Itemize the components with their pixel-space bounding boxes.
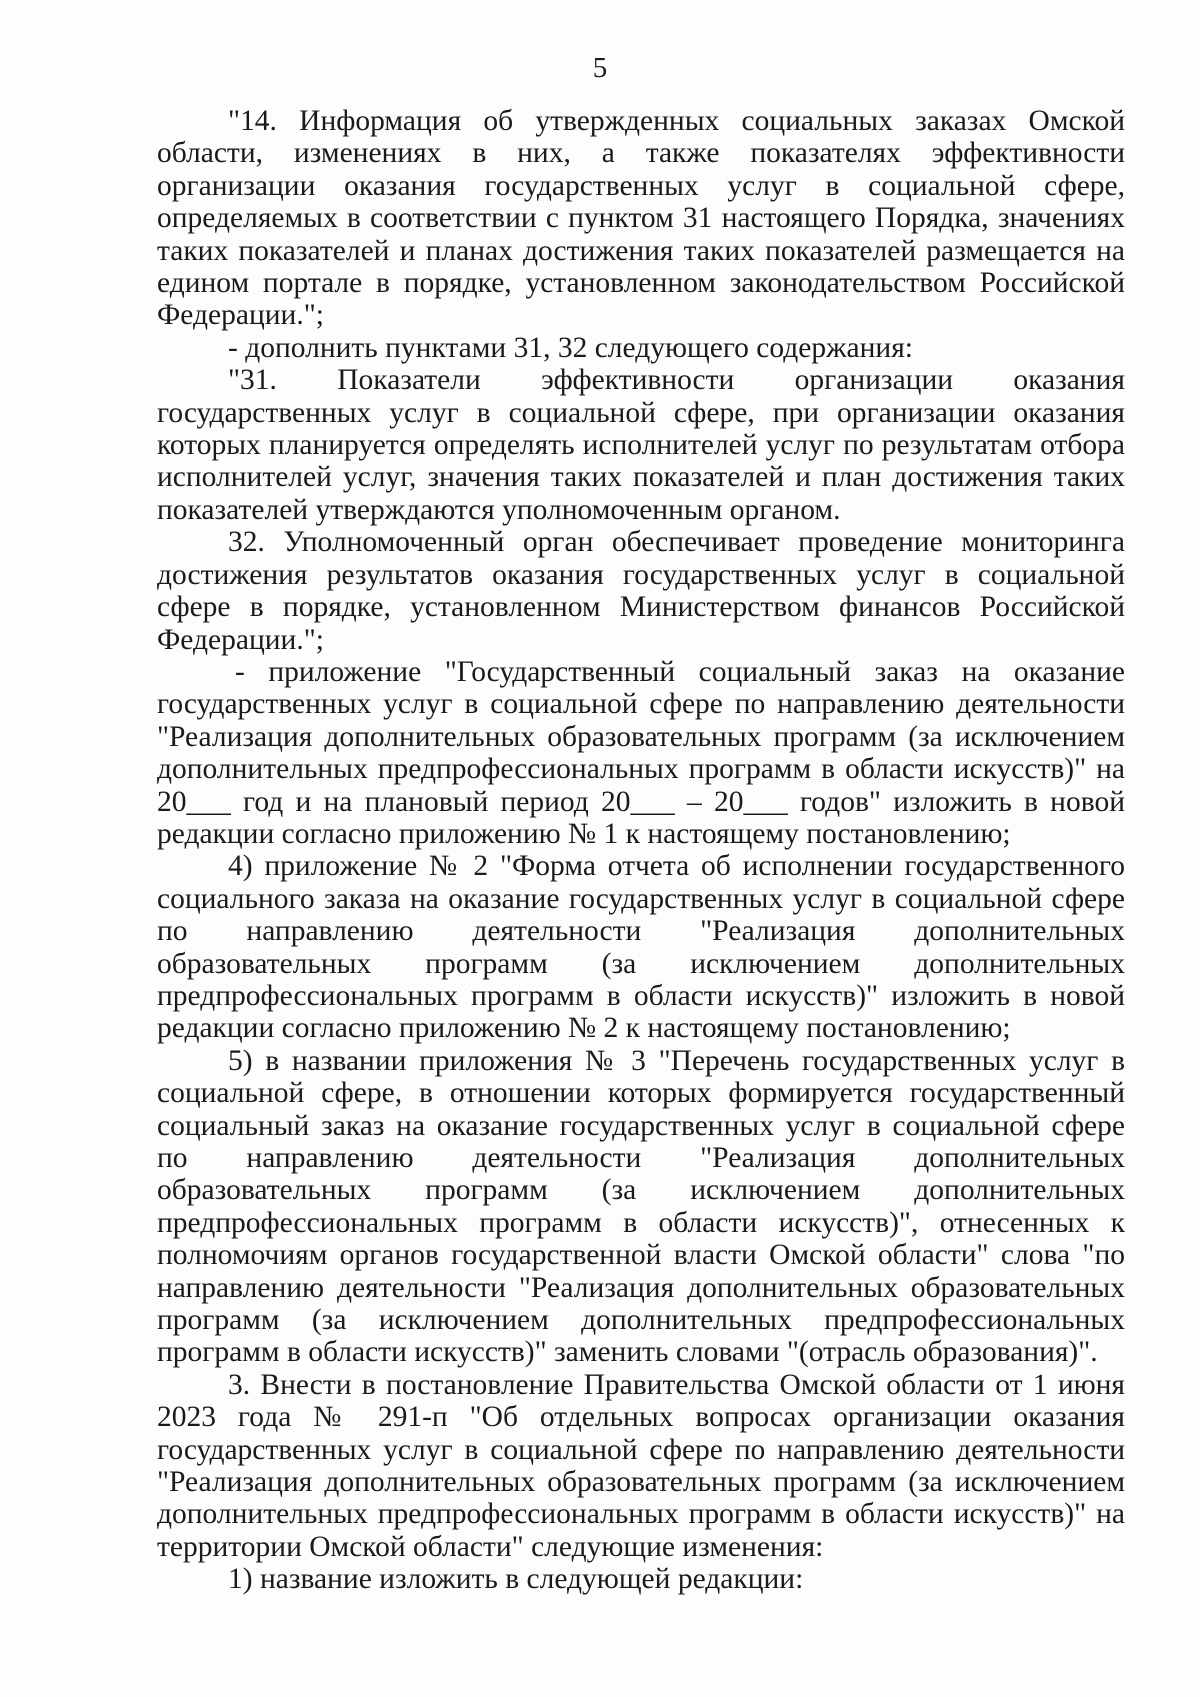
paragraph-subitem-5: 5) в названии приложения № 3 "Перечень государственных услуг в социальной сфере, в отношении которых формируется государственный социальный заказ на оказание государственных услуг в социальной сфере по направлению деятельности "Реализация дополнительных образовательных программ (за исключением дополнительных предпрофессиональных программ в области искусств)", отнесенных к полномочиям органов государственной власти Омской области" слова "по направлению деятельности "Реализация дополнительных образовательных программ (за исключением дополнительных предпрофессиональных программ в области искусств)" заменить словами "(отрасль образования)". [157, 1044, 1125, 1369]
paragraph-subitem-4: 4) приложение № 2 "Форма отчета об исполнении государственного социального заказа на оказание государственных услуг в социальной сфере по направлению деятельности "Реализация дополнительных образовательных программ (за исключением дополнительных предпрофессиональных программ в области искусств)" изложить в новой редакции согласно приложению № 2 к настоящему постановлению; [157, 850, 1125, 1045]
page-number: 5 [592, 52, 608, 84]
document-body [157, 105, 1125, 1596]
paragraph-item-3: 3. Внести в постановление Правительства Омской области от 1 июня 2023 года № 291-п "Об отдельных вопросах организации оказания государственных услуг в социальной сфере по направлению деятельности "Реализация дополнительных образовательных программ (за исключением дополнительных предпрофессиональных программ в области искусств)" на территории Омской области" следующие изменения: [157, 1368, 1125, 1563]
paragraph-appendix-social-order: - приложение "Государственный социальный заказ на оказание государственных услуг в социальной сфере по направлению деятельности "Реализация дополнительных образовательных программ (за исключением дополнительных предпрофессиональных программ в области искусств)" на 20___ год и на плановый период 20___ – 20___ годов" изложить в новой редакции согласно приложению № 1 к настоящему постановлению; [157, 655, 1125, 850]
paragraph-item-14: "14. Информация об утвержденных социальных заказах Омской области, изменениях в них, а также показателях эффективности организации оказания государственных услуг в социальной сфере, определяемых в соответствии с пунктом 31 настоящего Порядка, значениях таких показателей и планах достижения таких показателей размещается на едином портале в порядке, установленном законодательством Российской Федерации."; [157, 105, 1125, 332]
paragraph-add-items-31-32: - дополнить пунктами 31, 32 следующего содержания: [228, 331, 913, 364]
paragraph-item-32: 32. Уполномоченный орган обеспечивает проведение мониторинга достижения результатов оказания государственных услуг в социальной сфере в порядке, установленном Министерством финансов Российской Федерации."; [157, 526, 1125, 656]
paragraph-subitem-1: 1) название изложить в следующей редакции: [228, 1563, 804, 1596]
paragraph-item-31: "31. Показатели эффективности организации оказания государственных услуг в социальной сфере, при организации оказания которых планируется определять исполнителей услуг по результатам отбора исполнителей услуг, значения таких показателей и план достижения таких показателей утверждаются уполномоченным органом. [157, 364, 1125, 526]
